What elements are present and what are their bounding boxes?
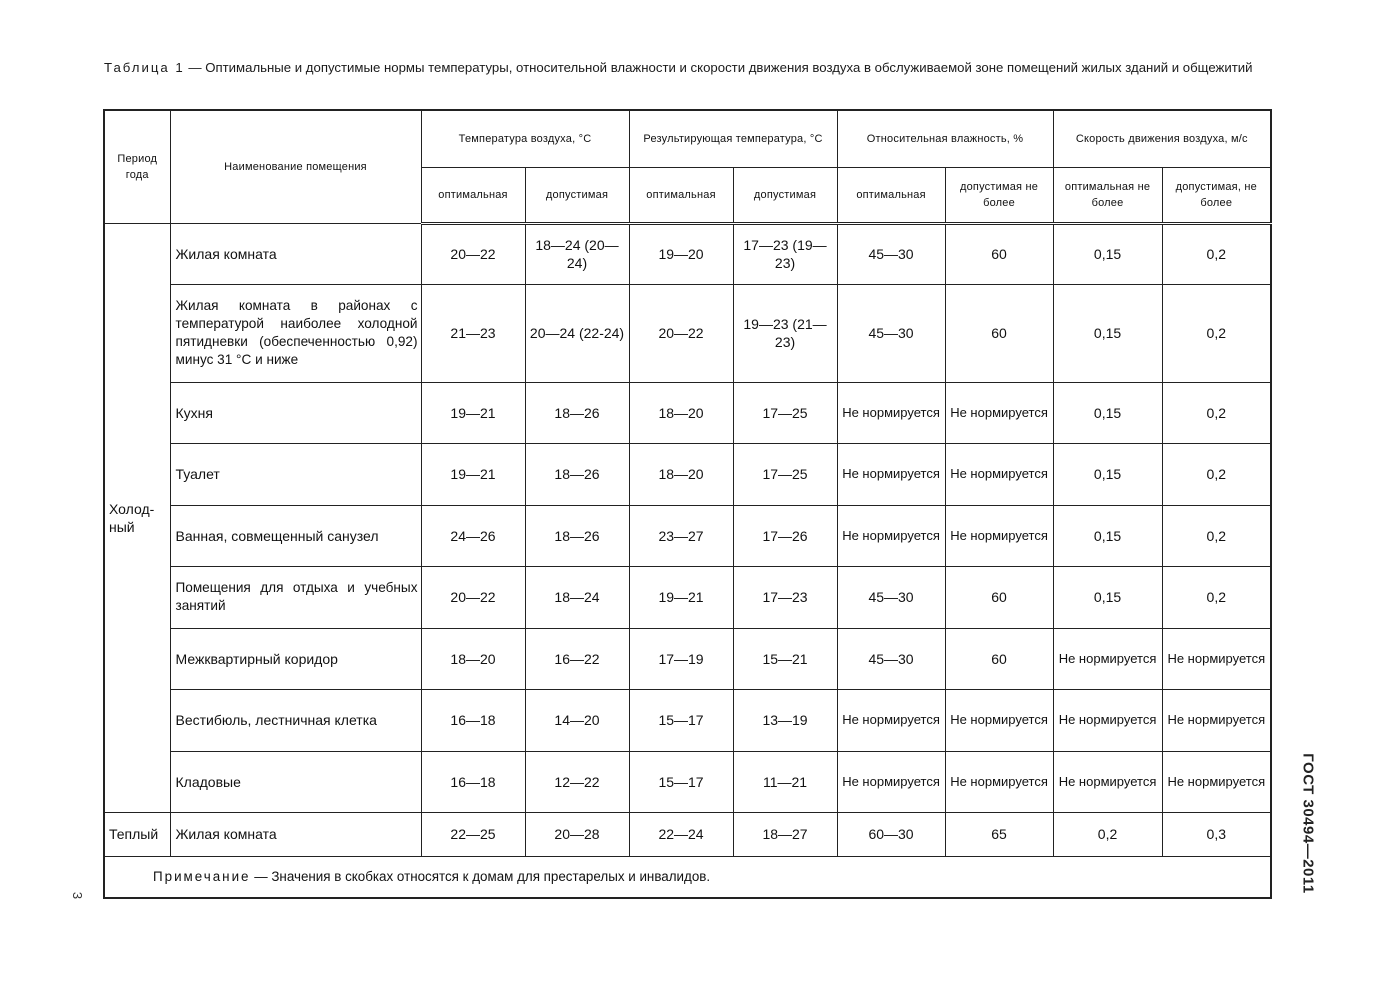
humidity-allowable: Не нормируется xyxy=(945,443,1053,505)
subheader-optimal: оптимальная xyxy=(421,167,525,223)
speed-allowable: 0,3 xyxy=(1162,812,1271,856)
room-name: Туалет xyxy=(170,443,421,505)
humidity-allowable: Не нормируется xyxy=(945,382,1053,443)
air-temp-optimal: 16—18 xyxy=(421,751,525,812)
result-temp-allowable: 19—23 (21—23) xyxy=(733,284,837,382)
subheader-allowable: допустимая xyxy=(733,167,837,223)
air-temp-optimal: 20—22 xyxy=(421,223,525,284)
humidity-optimal: Не нормируется xyxy=(837,382,945,443)
speed-allowable: Не нормируется xyxy=(1162,689,1271,751)
result-temp-optimal: 18—20 xyxy=(629,443,733,505)
header-result-temp: Результирующая температура, °С xyxy=(629,110,837,167)
humidity-optimal: 45—30 xyxy=(837,566,945,628)
speed-optimal: 0,15 xyxy=(1053,566,1162,628)
room-name: Вестибюль, лестничная клетка xyxy=(170,689,421,751)
room-name: Кладовые xyxy=(170,751,421,812)
table-row xyxy=(104,689,1271,751)
room-name: Ванная, совмещенный санузел xyxy=(170,505,421,566)
humidity-allowable: Не нормируется xyxy=(945,505,1053,566)
humidity-optimal: 45—30 xyxy=(837,628,945,689)
result-temp-optimal: 15—17 xyxy=(629,751,733,812)
header-room-name: Наименование помещения xyxy=(170,110,421,223)
subheader-allowable-max-speed: допустимая, не более xyxy=(1162,167,1271,223)
result-temp-allowable: 18—27 xyxy=(733,812,837,856)
speed-allowable: 0,2 xyxy=(1162,223,1271,284)
subheader-optimal: оптимальная xyxy=(629,167,733,223)
speed-allowable: 0,2 xyxy=(1162,382,1271,443)
humidity-optimal: Не нормируется xyxy=(837,443,945,505)
table-row xyxy=(104,566,1271,628)
result-temp-optimal: 15—17 xyxy=(629,689,733,751)
humidity-allowable: 65 xyxy=(945,812,1053,856)
air-temp-optimal: 18—20 xyxy=(421,628,525,689)
humidity-optimal: 60—30 xyxy=(837,812,945,856)
header-air-temp: Температура воздуха, °С xyxy=(421,110,629,167)
header-air-speed: Скорость движения воздуха, м/с xyxy=(1053,110,1271,167)
note-row xyxy=(104,856,1271,898)
result-temp-optimal: 18—20 xyxy=(629,382,733,443)
air-temp-allowable: 14—20 xyxy=(525,689,629,751)
speed-optimal: Не нормируется xyxy=(1053,628,1162,689)
speed-optimal: 0,15 xyxy=(1053,505,1162,566)
table-row xyxy=(104,628,1271,689)
result-temp-optimal: 19—20 xyxy=(629,223,733,284)
subheader-allowable: допустимая xyxy=(525,167,629,223)
speed-allowable: 0,2 xyxy=(1162,505,1271,566)
subheader-allowable-max: допустимая не более xyxy=(945,167,1053,223)
air-temp-allowable: 20—28 xyxy=(525,812,629,856)
air-temp-allowable: 18—26 xyxy=(525,505,629,566)
air-temp-allowable: 20—24 (22-24) xyxy=(525,284,629,382)
humidity-allowable: 60 xyxy=(945,223,1053,284)
air-temp-optimal: 21—23 xyxy=(421,284,525,382)
result-temp-optimal: 20—22 xyxy=(629,284,733,382)
result-temp-allowable: 17—25 xyxy=(733,382,837,443)
air-temp-optimal: 22—25 xyxy=(421,812,525,856)
speed-optimal: 0,15 xyxy=(1053,223,1162,284)
humidity-allowable: Не нормируется xyxy=(945,689,1053,751)
room-name: Помещения для отдыха и учебных занятий xyxy=(170,566,421,628)
speed-allowable: 0,2 xyxy=(1162,443,1271,505)
note-text: — Значения в скобках относятся к домам для престарелых и инвалидов. xyxy=(250,868,711,884)
table-row xyxy=(104,751,1271,812)
caption-lead: Таблица 1 xyxy=(104,60,185,75)
table-row xyxy=(104,382,1271,443)
header-period: Период года xyxy=(104,110,170,223)
humidity-optimal: 45—30 xyxy=(837,284,945,382)
speed-allowable: 0,2 xyxy=(1162,566,1271,628)
result-temp-allowable: 13—19 xyxy=(733,689,837,751)
table-row xyxy=(104,284,1271,382)
air-temp-allowable: 18—26 xyxy=(525,382,629,443)
note-lead: Примечание xyxy=(153,868,251,884)
page-number: 3 xyxy=(70,891,86,900)
document-code: ГОСТ 30494—2011 xyxy=(1299,753,1317,894)
room-name: Жилая комната xyxy=(170,223,421,284)
speed-optimal: 0,15 xyxy=(1053,284,1162,382)
table-row xyxy=(104,223,1271,284)
speed-allowable: Не нормируется xyxy=(1162,628,1271,689)
table-row xyxy=(104,443,1271,505)
norms-table xyxy=(103,109,1272,899)
result-temp-optimal: 22—24 xyxy=(629,812,733,856)
air-temp-optimal: 19—21 xyxy=(421,382,525,443)
air-temp-allowable: 18—24 (20—24) xyxy=(525,223,629,284)
result-temp-allowable: 17—23 (19—23) xyxy=(733,223,837,284)
speed-optimal: 0,15 xyxy=(1053,382,1162,443)
air-temp-allowable: 18—26 xyxy=(525,443,629,505)
speed-optimal: 0,15 xyxy=(1053,443,1162,505)
air-temp-allowable: 16—22 xyxy=(525,628,629,689)
speed-allowable: 0,2 xyxy=(1162,284,1271,382)
air-temp-optimal: 16—18 xyxy=(421,689,525,751)
result-temp-allowable: 15—21 xyxy=(733,628,837,689)
humidity-allowable: 60 xyxy=(945,628,1053,689)
result-temp-allowable: 11—21 xyxy=(733,751,837,812)
speed-optimal: Не нормируется xyxy=(1053,751,1162,812)
humidity-optimal: Не нормируется xyxy=(837,689,945,751)
humidity-optimal: Не нормируется xyxy=(837,505,945,566)
result-temp-optimal: 19—21 xyxy=(629,566,733,628)
air-temp-optimal: 20—22 xyxy=(421,566,525,628)
humidity-optimal: Не нормируется xyxy=(837,751,945,812)
humidity-allowable: Не нормируется xyxy=(945,751,1053,812)
room-name: Жилая комната xyxy=(170,812,421,856)
air-temp-allowable: 18—24 xyxy=(525,566,629,628)
table-row xyxy=(104,812,1271,856)
humidity-allowable: 60 xyxy=(945,284,1053,382)
room-name: Жилая комната в районах с температурой наиболее холодной пятидневки (обеспеченностью 0,92) минус 31 °С и ниже xyxy=(170,284,421,382)
air-temp-optimal: 24—26 xyxy=(421,505,525,566)
room-name: Кухня xyxy=(170,382,421,443)
table-row xyxy=(104,505,1271,566)
humidity-optimal: 45—30 xyxy=(837,223,945,284)
result-temp-allowable: 17—25 xyxy=(733,443,837,505)
air-temp-optimal: 19—21 xyxy=(421,443,525,505)
speed-allowable: Не нормируется xyxy=(1162,751,1271,812)
period-warm: Теплый xyxy=(104,812,170,856)
header-humidity: Относительная влажность, % xyxy=(837,110,1053,167)
result-temp-optimal: 23—27 xyxy=(629,505,733,566)
humidity-allowable: 60 xyxy=(945,566,1053,628)
speed-optimal: 0,2 xyxy=(1053,812,1162,856)
result-temp-optimal: 17—19 xyxy=(629,628,733,689)
subheader-optimal-max: оптимальная не более xyxy=(1053,167,1162,223)
speed-optimal: Не нормируется xyxy=(1053,689,1162,751)
room-name: Межквартирный коридор xyxy=(170,628,421,689)
result-temp-allowable: 17—26 xyxy=(733,505,837,566)
result-temp-allowable: 17—23 xyxy=(733,566,837,628)
table-note xyxy=(104,856,1271,898)
table-caption xyxy=(104,58,1274,77)
subheader-optimal: оптимальная xyxy=(837,167,945,223)
period-cold: Холод- ный xyxy=(104,223,170,812)
caption-text: — Оптимальные и допустимые нормы температуры, относительной влажности и скорости движения воздуха в обслуживаемой зоне помещений жилых зданий и общежитий xyxy=(184,60,1253,75)
air-temp-allowable: 12—22 xyxy=(525,751,629,812)
